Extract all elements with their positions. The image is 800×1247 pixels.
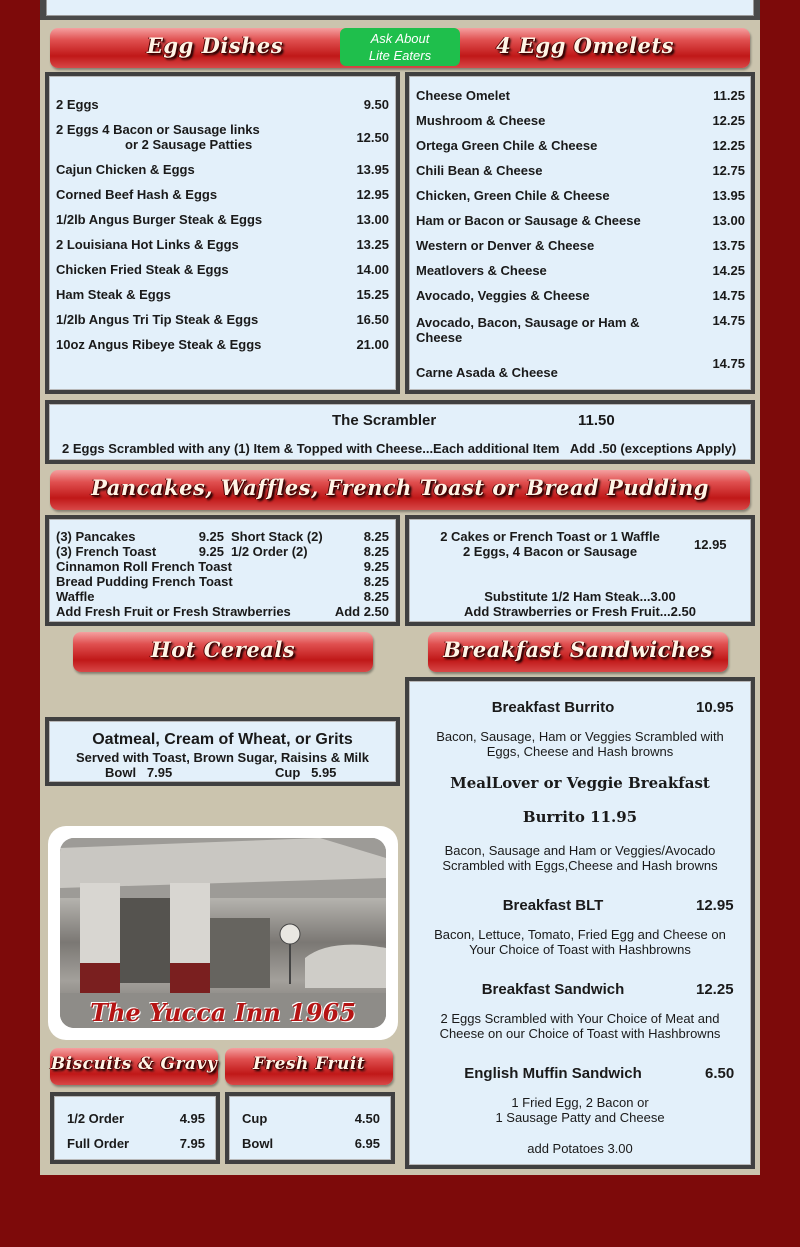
- omelet-name: Avocado, Veggies & Cheese: [416, 288, 590, 303]
- omelet-price: 13.75: [712, 238, 745, 253]
- omelets-box: [405, 72, 755, 394]
- egg-dish-price: 12.95: [356, 187, 389, 202]
- muffin-price: 6.50: [705, 1065, 735, 1082]
- biscuit-item: Full Order: [67, 1136, 130, 1151]
- pancake-item: Bread Pudding French Toast: [56, 574, 233, 589]
- omelet-price: 12.75: [712, 163, 745, 178]
- pancake-price: 9.25: [198, 529, 224, 544]
- biscuits-panel: [54, 1096, 216, 1160]
- pancake-item: Waffle: [56, 589, 95, 604]
- omelet-price: 14.75: [712, 313, 745, 328]
- meallover-title: MealLover or Veggie Breakfast: [450, 774, 710, 792]
- cereals-panel: [49, 721, 396, 782]
- muffin-line-2: 1 Sausage Patty and Cheese: [495, 1110, 665, 1125]
- omelet-price: 14.25: [712, 263, 745, 278]
- egg-dish-name: Chicken Fried Steak & Eggs: [56, 262, 229, 277]
- combo-line-2: 2 Eggs, 4 Bacon or Sausage: [462, 544, 638, 559]
- omelet-price: 12.25: [712, 138, 745, 153]
- egg-dishes-panel: [49, 76, 396, 390]
- egg-dish-price: 14.00: [356, 262, 389, 277]
- scrambler-panel: [49, 404, 751, 460]
- top-bar-panel: [46, 0, 754, 16]
- scrambler-box: [45, 400, 755, 464]
- pancake-price: 8.25: [363, 589, 389, 604]
- omelet-name-line2: Cheese: [416, 330, 463, 345]
- pancake-item: Cinnamon Roll French Toast: [56, 559, 232, 574]
- fruit-item: Cup: [242, 1111, 268, 1126]
- pancake-item: Short Stack (2): [231, 529, 323, 544]
- combo-substitute: Substitute 1/2 Ham Steak...3.00: [484, 589, 676, 604]
- muffin-line-1: 1 Fried Egg, 2 Bacon or: [511, 1095, 649, 1110]
- egg-dish-price: 16.50: [356, 312, 389, 327]
- biscuit-price: 7.95: [179, 1136, 205, 1151]
- omelet-price: 13.95: [712, 188, 745, 203]
- meallover-price: Burrito 11.95: [522, 808, 638, 826]
- blt-description: Bacon, Lettuce, Tomato, Fried Egg and Cheese on Your Choice of Toast with Hashbrowns: [434, 927, 726, 957]
- egg-dish-name-line2: or 2 Sausage Patties: [125, 137, 253, 152]
- sandwiches-box: [405, 677, 755, 1169]
- top-bar: [40, 0, 760, 20]
- omelet-price: 14.75: [712, 288, 745, 303]
- omelet-name: Meatlovers & Cheese: [416, 263, 547, 278]
- cereals-description: Served with Toast, Brown Sugar, Raisins & Milk: [75, 750, 370, 765]
- egg-dish-name: Cajun Chicken & Eggs: [56, 162, 195, 177]
- meallover-description: Bacon, Sausage and Ham or Veggies/Avocado Scrambled with Eggs,Cheese and Hash browns: [442, 843, 718, 873]
- scrambler-price: 11.50: [578, 412, 615, 429]
- scrambler-description: 2 Eggs Scrambled with any (1) Item & Topped with Cheese...Each additional Item Add .50 (exceptions Apply): [62, 441, 737, 456]
- pancake-combo-panel: [409, 519, 751, 622]
- cereals-bowl-price: Bowl 7.95: [105, 765, 173, 780]
- pancake-price: Add 2.50: [334, 604, 389, 619]
- omelet-name: Chili Bean & Cheese: [416, 163, 543, 178]
- fruit-panel: [229, 1096, 391, 1160]
- combo-add-fruit: Add Strawberries or Fresh Fruit...2.50: [464, 604, 696, 619]
- blt-title: Breakfast BLT: [502, 897, 604, 914]
- egg-dish-name: 1/2lb Angus Tri Tip Steak & Eggs: [56, 312, 259, 327]
- omelet-name: Ortega Green Chile & Cheese: [416, 138, 598, 153]
- combo-price: 12.95: [694, 537, 727, 552]
- photo-caption: The Yucca Inn 1965: [90, 998, 356, 1027]
- biscuit-price: 4.95: [179, 1111, 205, 1126]
- pancake-price: 9.25: [363, 559, 389, 574]
- pancake-item: Add Fresh Fruit or Fresh Strawberries: [56, 604, 291, 619]
- egg-dish-name: Ham Steak & Eggs: [56, 287, 171, 302]
- lite-eaters-badge: [340, 28, 460, 66]
- cereals-cup-price: Cup 5.95: [275, 765, 337, 780]
- egg-dish-price: 13.95: [356, 162, 389, 177]
- pancake-price: 8.25: [363, 574, 389, 589]
- pancake-price: 8.25: [363, 544, 389, 559]
- fruit-box: [225, 1092, 395, 1164]
- pancake-item: 1/2 Order (2): [231, 544, 308, 559]
- add-potatoes: add Potatoes 3.00: [527, 1141, 633, 1156]
- omelet-price: 11.25: [713, 88, 745, 103]
- ask-line-1: Ask About: [370, 31, 430, 46]
- biscuits-box: [50, 1092, 220, 1164]
- burrito-title: Breakfast Burrito: [491, 699, 615, 716]
- omelet-name: Mushroom & Cheese: [416, 113, 546, 128]
- omelet-name: Ham or Bacon or Sausage & Cheese: [416, 213, 641, 228]
- omelet-name: Carne Asada & Cheese: [416, 365, 558, 380]
- breakfast-sandwich-description: 2 Eggs Scrambled with Your Choice of Meat and Cheese on our Choice of Toast with Hashbrowns: [439, 1011, 721, 1041]
- omelets-panel: [409, 76, 751, 390]
- scrambler-title: The Scrambler: [332, 412, 437, 429]
- omelet-name: Chicken, Green Chile & Cheese: [416, 188, 610, 203]
- cereals-title: Oatmeal, Cream of Wheat, or Grits: [92, 731, 353, 748]
- egg-dish-price: 9.50: [363, 97, 389, 112]
- egg-dishes-box: [45, 72, 400, 394]
- egg-dish-name: 2 Eggs: [56, 97, 99, 112]
- pancake-price: 8.25: [363, 529, 389, 544]
- pancake-item: (3) French Toast: [56, 544, 157, 559]
- sandwiches-panel: [409, 681, 751, 1165]
- pancake-combo-box: [405, 515, 755, 626]
- omelet-name: Western or Denver & Cheese: [416, 238, 595, 253]
- pancakes-box: [45, 515, 400, 626]
- egg-dish-price: 12.50: [356, 130, 389, 145]
- yucca-inn-photo: [48, 826, 398, 1040]
- omelets-heading: 4 Egg Omelets: [496, 33, 674, 58]
- cereals-banner: [73, 632, 373, 672]
- egg-dishes-heading: Egg Dishes: [146, 33, 284, 58]
- egg-dish-price: 21.00: [356, 337, 389, 352]
- biscuit-item: 1/2 Order: [67, 1111, 125, 1126]
- breakfast-sandwich-title: Breakfast Sandwich: [481, 981, 625, 998]
- pancakes-banner: [50, 470, 750, 510]
- egg-dish-name: 1/2lb Angus Burger Steak & Eggs: [56, 212, 263, 227]
- omelet-price: 14.75: [712, 356, 745, 371]
- pancake-item: (3) Pancakes: [56, 529, 136, 544]
- omelet-name: Cheese Omelet: [416, 88, 510, 103]
- cereals-box: [45, 717, 400, 786]
- egg-dish-name: 2 Louisiana Hot Links & Eggs: [56, 237, 239, 252]
- omelet-name: Avocado, Bacon, Sausage or Ham &: [416, 315, 640, 330]
- fruit-banner: [225, 1048, 393, 1085]
- blt-price: 12.95: [696, 897, 734, 914]
- cereals-heading: Hot Cereals: [150, 637, 296, 662]
- egg-dish-price: 13.00: [356, 212, 389, 227]
- egg-dish-price: 15.25: [356, 287, 389, 302]
- egg-dish-price: 13.25: [356, 237, 389, 252]
- historic-building-image: [60, 838, 386, 1028]
- fruit-item: Bowl: [242, 1136, 274, 1151]
- biscuits-heading: Biscuits & Gravy: [50, 1054, 218, 1074]
- menu-page: [40, 0, 760, 1175]
- breakfast-sandwich-price: 12.25: [696, 981, 734, 998]
- sandwiches-heading: Breakfast Sandwiches: [443, 637, 713, 662]
- ask-line-2: Lite Eaters: [368, 48, 432, 63]
- muffin-title: English Muffin Sandwich: [464, 1065, 642, 1082]
- fruit-price: 6.95: [354, 1136, 380, 1151]
- fruit-heading: Fresh Fruit: [252, 1054, 366, 1074]
- sandwiches-banner: [428, 632, 728, 672]
- burrito-price: 10.95: [696, 699, 734, 716]
- omelet-price: 12.25: [712, 113, 745, 128]
- burrito-description: Bacon, Sausage, Ham or Veggies Scrambled with Eggs, Cheese and Hash browns: [436, 729, 724, 759]
- egg-dish-name: Corned Beef Hash & Eggs: [56, 187, 218, 202]
- pancakes-panel: [49, 519, 396, 622]
- pancake-price: 9.25: [198, 544, 224, 559]
- egg-dish-name: 10oz Angus Ribeye Steak & Eggs: [56, 337, 262, 352]
- biscuits-banner: [50, 1048, 218, 1085]
- fruit-price: 4.50: [354, 1111, 380, 1126]
- omelet-price: 13.00: [712, 213, 745, 228]
- egg-dish-name: 2 Eggs 4 Bacon or Sausage links: [56, 122, 260, 137]
- combo-line-1: 2 Cakes or French Toast or 1 Waffle: [440, 529, 660, 544]
- pancakes-heading: Pancakes, Waffles, French Toast or Bread Pudding: [91, 475, 709, 500]
